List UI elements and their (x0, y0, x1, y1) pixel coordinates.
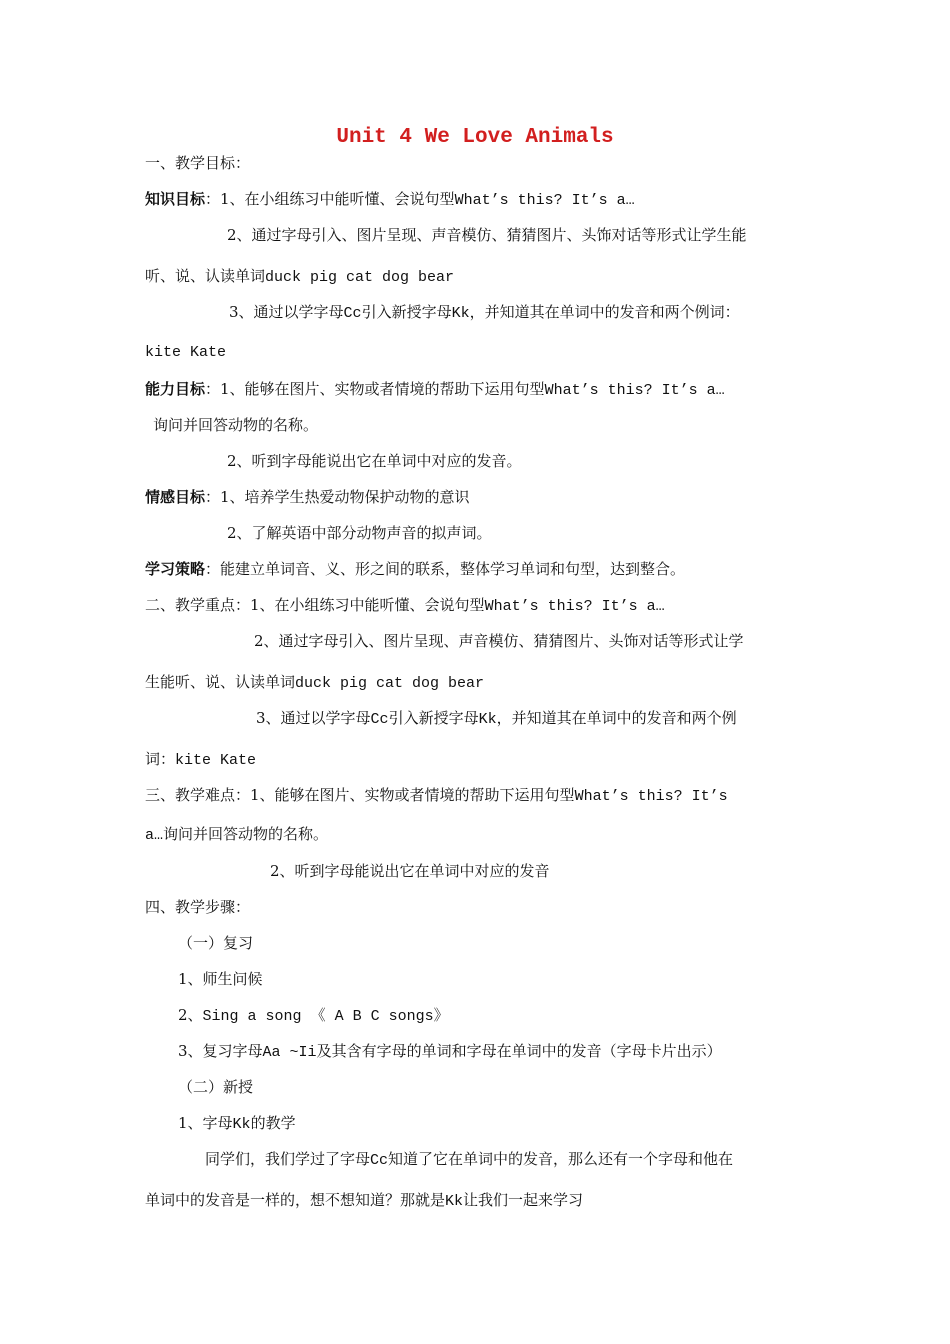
knowledge-goal-line-5: kite Kate (145, 344, 227, 361)
review-item-2: 2、Sing a song 《 A B C songs》 (178, 1006, 449, 1025)
section-heading-difficulties: 三、教学难点： (145, 786, 251, 804)
ability-goal-label: 能力目标 (145, 380, 206, 398)
difficulty-line-2: a…询问并回答动物的名称。 (145, 825, 329, 844)
difficulty-line-1: 三、教学难点：1、能够在图片、实物或者情境的帮助下运用句型What’s this? It’s (145, 786, 728, 805)
ability-goal-line-3: 2、听到字母能说出它在单词中对应的发音。 (227, 452, 522, 470)
emotion-goal-line-1: 情感目标：1、培养学生热爱动物保护动物的意识 (145, 488, 470, 506)
key-points-line-4: 3、通过以学字母Cc引入新授字母Kk，并知道其在单词中的发音和两个例 (256, 709, 737, 728)
section-heading-key-points: 二、教学重点： (145, 596, 251, 614)
emotion-goal-line-2: 2、了解英语中部分动物声音的拟声词。 (227, 524, 492, 542)
review-item-1: 1、师生问候 (178, 970, 263, 988)
knowledge-goal-label: 知识目标 (145, 190, 206, 208)
knowledge-goal-line-1: 知识目标：1、在小组练习中能听懂、会说句型What’s this? It’s a… (145, 190, 635, 209)
review-item-3: 3、复习字母Aa ~Ii及其含有字母的单词和字母在单词中的发音（字母卡片出示） (178, 1042, 722, 1061)
difficulty-line-3: 2、听到字母能说出它在单词中对应的发音 (270, 862, 550, 880)
strategy-label: 学习策略 (145, 560, 206, 578)
document-title: Unit 4 We Love Animals (336, 126, 614, 149)
key-points-line-5: 词：kite Kate (145, 750, 257, 769)
key-points-line-2: 2、通过字母引入、图片呈现、声音模仿、猜猜图片、头饰对话等形式让学 (254, 632, 744, 650)
key-points-line-1: 二、教学重点：1、在小组练习中能听懂、会说句型What’s this? It’s a… (145, 596, 665, 615)
paragraph-line-2: 单词中的发音是一样的，想不想知道？那就是Kk让我们一起来学习 (145, 1191, 584, 1210)
section-heading-objectives: 一、教学目标： (145, 154, 251, 172)
new-lesson-heading: （二）新授 (178, 1078, 254, 1096)
knowledge-goal-line-4: 3、通过以学字母Cc引入新授字母Kk，并知道其在单词中的发音和两个例词： (229, 303, 740, 322)
strategy-line: 学习策略：能建立单词音、义、形之间的联系，整体学习单词和句型，达到整合。 (145, 560, 686, 578)
knowledge-goal-line-2: 2、通过字母引入、图片呈现、声音模仿、猜猜图片、头饰对话等形式让学生能 (227, 226, 747, 244)
key-points-line-3: 生能听、说、认读单词duck pig cat dog bear (145, 673, 485, 692)
ability-goal-line-1: 能力目标：1、能够在图片、实物或者情境的帮助下运用句型What’s this? It’s a… (145, 380, 725, 399)
emotion-goal-label: 情感目标 (145, 488, 206, 506)
new-lesson-item-1: 1、字母Kk的教学 (178, 1114, 296, 1133)
section-heading-steps: 四、教学步骤： (145, 898, 251, 916)
review-heading: （一）复习 (178, 934, 254, 952)
ability-goal-line-2: 询问并回答动物的名称。 (153, 416, 319, 434)
knowledge-goal-line-3: 听、说、认读单词duck pig cat dog bear (145, 267, 455, 286)
paragraph-line-1: 同学们，我们学过了字母Cc知道了它在单词中的发音，那么还有一个字母和他在 (205, 1150, 734, 1169)
